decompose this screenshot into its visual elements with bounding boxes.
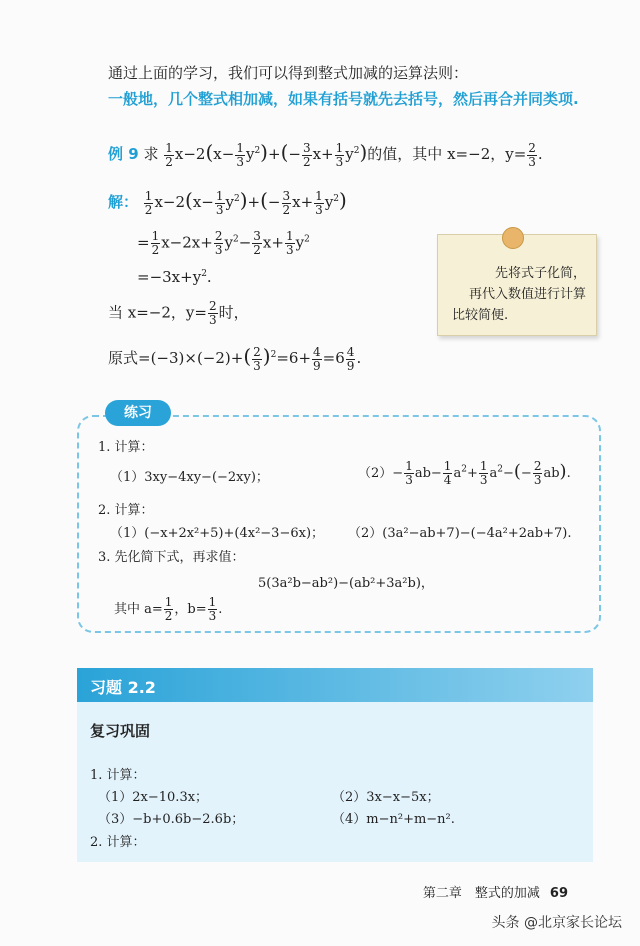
exercise-title: 习题 2.2 <box>90 678 156 697</box>
practice-q1b-label: （2） <box>358 466 393 481</box>
page-footer <box>423 882 568 901</box>
intro-text: 通过上面的学习，我们可以得到整式加减的运算法则： <box>108 64 469 82</box>
practice-q2: 2. 计算： <box>98 503 154 518</box>
example-label: 例 9 <box>108 145 139 163</box>
exercise-q1-1: （1）2x−10.3x； <box>98 790 209 805</box>
pin-icon <box>502 227 524 249</box>
practice-q1: 1. 计算： <box>98 440 154 455</box>
exercise-q1-2: （2）3x−x−5x； <box>332 790 440 805</box>
watermark: 头条 @北京家长论坛 <box>491 915 622 931</box>
practice-q3-expr: 5(3a²b−ab²)−(ab²+3a²b)， <box>258 576 434 591</box>
original-label: 原式=(−3)×(−2)+ <box>108 349 244 367</box>
when-tail: 时， <box>218 303 249 322</box>
practice-q3-where-label: 其中 a= <box>114 602 163 617</box>
practice-q2a: （1）(−x+2x²+5)+(4x²−3−6x)； <box>110 526 325 541</box>
practice-q2b: （2）(3a²−ab+7)−(−4a²+2ab+7). <box>348 526 572 541</box>
result-line: 原式=(−3)×(−2)+( $\frac{2}{3}$ )$^2$=6+ $\frac{4}{9}$ =6 $\frac{4}{9}$ . <box>108 344 362 373</box>
note-line-2: 再代入数值进行计算 <box>468 287 586 302</box>
practice-q1b: （2）− $\frac{1}{3}$ ab− $\frac{1}{4}$ $a^2+$ $\frac{1}{3}$ $a^2-(-$ $\frac{2}{3}$ ab). <box>358 459 571 487</box>
substitution-line: 当 x=−2，y= $\frac{2}{3}$ 时， <box>108 299 249 327</box>
example-statement: 例 9 求 $\frac{1}{2}$ x−2(x− $\frac{1}{3}$ $y^2)+(-$ $\frac{3}{2}$ x+ $\frac{1}{3}$ $y^2$)的值，其中 x=−2，y= $\frac{2}{3}$ . <box>108 140 543 169</box>
page-number: 69 <box>549 886 568 901</box>
solution-line-2: = $\frac{1}{2}$ x−2x+ $\frac{2}{3}$ $y^2-$ $\frac{3}{2}$ x+ $\frac{1}{3}$ $y^2$ <box>137 229 310 257</box>
exercise-q2: 2. 计算： <box>90 835 146 850</box>
when-text: 当 x=−2，y= <box>108 303 207 322</box>
note-line-3: 比较简便. <box>452 308 509 323</box>
example-value-of: 的值，其中 <box>367 145 443 163</box>
practice-q3-where: 其中 a= $\frac{1}{2}$ ，b= $\frac{1}{3}$ . <box>114 595 223 623</box>
exercise-q1: 1. 计算： <box>90 768 146 783</box>
practice-q3: 3. 先化简下式，再求值： <box>98 550 245 565</box>
note-line-1: 先将式子化简， <box>494 266 586 281</box>
practice-q1a: （1）3xy−4xy−(−2xy)； <box>110 470 269 485</box>
practice-tab: 练习 <box>105 400 171 426</box>
rule-text: 一般地，几个整式相加减，如果有括号就先去括号，然后再合并同类项. <box>108 90 579 108</box>
exercise-section: 复习巩固 <box>90 722 151 740</box>
solution-label: 解： <box>108 193 139 211</box>
exercise-q1-4: （4）m−n²+m−n². <box>332 812 455 827</box>
example-ask: 求 <box>143 145 159 163</box>
exercise-q1-3: （3）−b+0.6b−2.6b； <box>98 812 245 827</box>
solution-line-3: $=-3x+y^2$. <box>137 268 212 286</box>
tip-note <box>437 234 597 336</box>
chapter-label: 第二章 整式的加减 <box>422 886 540 901</box>
example-given: x=−2，y= <box>447 145 527 163</box>
solution-line-1: 解： $\frac{1}{2}$ x−2(x− $\frac{1}{3}$ $y^2)+(-$ $\frac{3}{2}$ x+ $\frac{1}{3}$ $y^2$) <box>108 188 347 217</box>
